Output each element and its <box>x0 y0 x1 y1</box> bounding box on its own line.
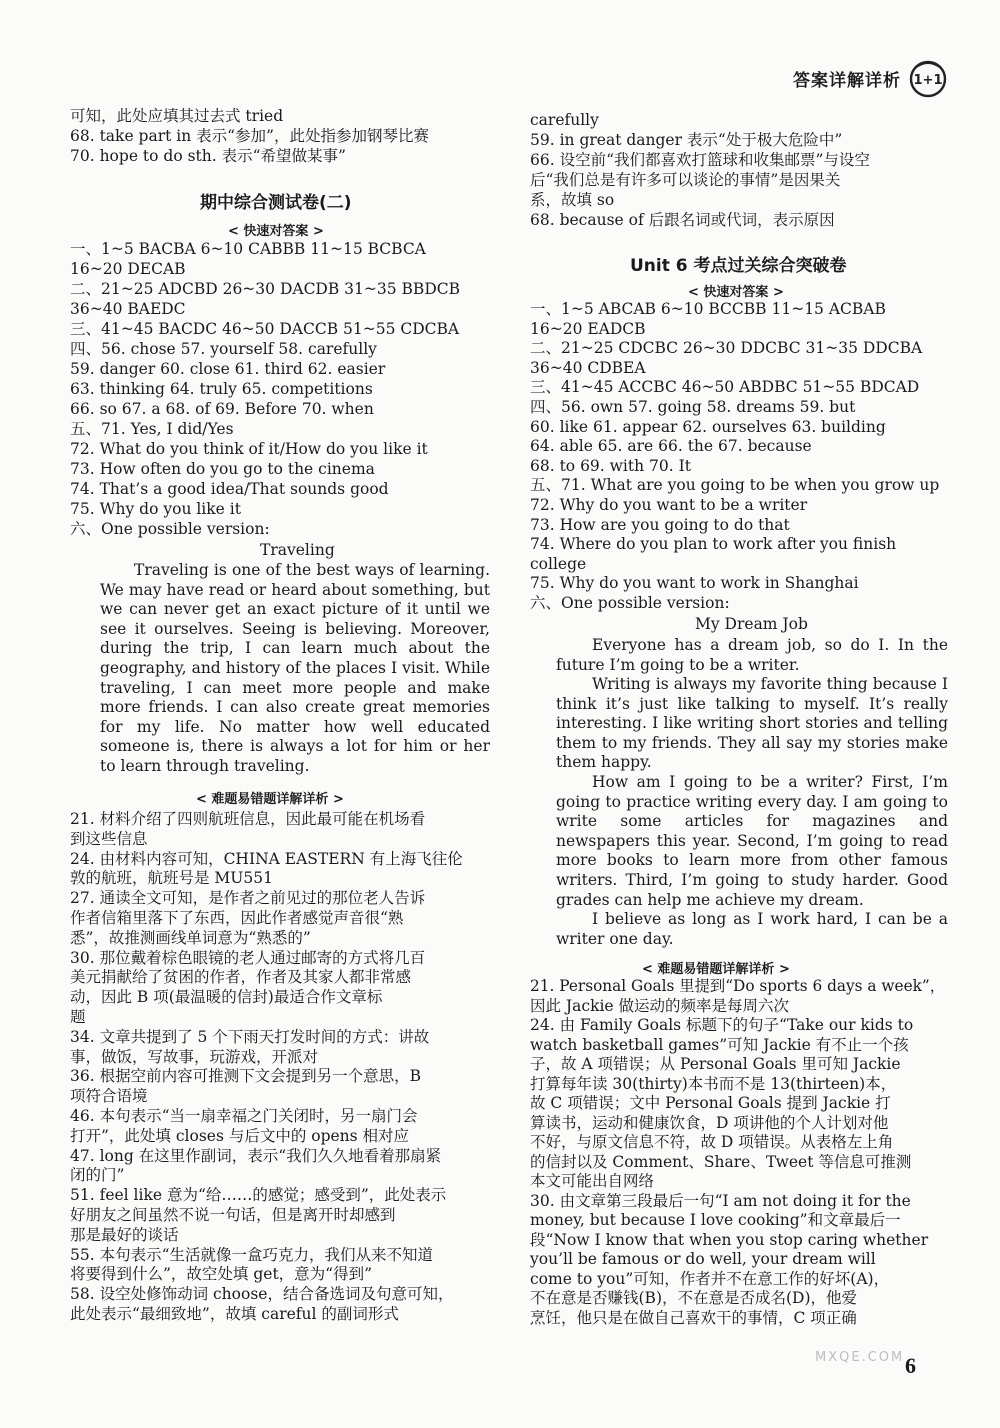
left-detail-banner: < 难题易错题详解详析 > <box>196 792 344 807</box>
left-answer-line: 63. thinking 64. truly 65. competitions <box>70 380 373 398</box>
right-top-line: 59. in great danger 表示“处于极大危险中” <box>530 131 843 149</box>
right-detail-line: money, but because I love cooking”和文章最后一 <box>530 1211 901 1229</box>
left-detail-line: 事，做饭，写故事，玩游戏，开派对 <box>70 1047 319 1066</box>
right-answer-line: 四、56. own 57. going 58. dreams 59. but <box>530 398 856 416</box>
left-detail-line: 此处表示“最细致地”，故填 careful 的副词形式 <box>70 1305 399 1323</box>
left-detail-line: 悉”，故推测画线单词意为“熟悉的” <box>70 928 311 947</box>
left-detail-line: 题 <box>70 1008 86 1026</box>
right-essay-title: My Dream Job <box>695 615 808 633</box>
right-answer-line: 75. Why do you want to work in Shanghai <box>530 574 859 593</box>
right-detail-line: 打算每年读 30(thirty)本书而不是 13(thirteen)本， <box>530 1074 897 1093</box>
left-detail-line: 24. 由材料内容可知，CHINA EASTERN 有上海飞往伦 <box>70 849 463 868</box>
svg-text:1+1: 1+1 <box>913 73 943 88</box>
left-answer-line: 二、21~25 ADCBD 26~30 DACDB 31~35 BBDCB <box>70 280 460 298</box>
left-answer-line: 75. Why do you like it <box>70 500 241 518</box>
left-answer-line: 五、71. Yes, I did/Yes <box>70 420 234 438</box>
right-top-line: carefully <box>530 111 599 129</box>
left-detail-line: 作者信箱里落下了东西，因此作者感觉声音很“熟 <box>70 909 404 927</box>
left-answer-line: 74. That’s a good idea/That sounds good <box>70 480 389 498</box>
right-detail-line: watch basketball games”可知 Jackie 有不止一个孩 <box>530 1035 909 1054</box>
left-detail-line: 将要得到什么”，故空处填 get，意为“得到” <box>70 1265 373 1284</box>
right-answer-line: 五、71. What are you going to be when you grow up <box>530 476 940 495</box>
right-detail-line: 不在意是否赚钱(B)，不在意是否成名(D)，他爱 <box>530 1289 858 1307</box>
left-answer-line: 59. danger 60. close 61. third 62. easier <box>70 360 386 378</box>
right-detail-line: 烹饪，他只是在做自己喜欢干的事情，C 项正确 <box>530 1308 857 1327</box>
left-answer-line: 一、1~5 BACBA 6~10 CABBB 11~15 BCBCA <box>70 240 426 258</box>
right-detail-line: 的信封以及 Comment、Share、Tweet 等信息可推测 <box>530 1152 912 1171</box>
right-answer-line: 74. Where do you plan to work after you finish <box>530 535 897 554</box>
right-detail-line: 不好，与原文信息不符，故 D 项错误。从表格左上角 <box>530 1133 894 1151</box>
left-detail-line: 27. 通读全文可知，是作者之前见过的那位老人告诉 <box>70 889 426 908</box>
right-top-line: 68. because of 后跟名词或代词，表示原因 <box>530 211 835 229</box>
left-detail-line: 项符合语境 <box>70 1087 148 1106</box>
watermark: MXQE.COM <box>815 1350 905 1365</box>
left-quick-answer-banner: < 快速对答案 > <box>228 224 324 239</box>
right-answer-line: 60. like 61. appear 62. ourselves 63. building <box>530 417 886 436</box>
right-quick-answer-banner: < 快速对答案 > <box>688 285 784 300</box>
left-answer-line: 四、56. chose 57. yourself 58. carefully <box>70 340 377 358</box>
right-detail-line: 算读书，运动和健康饮食，D 项讲他的个人计划对他 <box>530 1113 889 1132</box>
left-detail-line: 30. 那位戴着棕色眼镜的老人通过邮寄的方式将几百 <box>70 948 426 967</box>
right-answer-line: college <box>530 554 587 573</box>
right-essay-paragraph: How am I going to be a writer? First, I’m going to practice writing every day. I am going to write some articles for magazines and newspapers this year. Second, I’m going to read more books to learn more from other famous writers. Third, I’m going to study harder. Good grades can help me achieve my dream. <box>556 773 948 909</box>
left-detail-line: 到这些信息 <box>70 829 148 848</box>
left-essay-title: Traveling <box>260 541 335 559</box>
left-answer-line: 六、One possible version: <box>70 520 270 538</box>
right-detail-banner: < 难题易错题详解详析 > <box>642 962 790 977</box>
right-detail-line: 21. Personal Goals 里提到“Do sports 6 days a week”， <box>530 977 946 995</box>
left-answer-line: 16~20 DECAB <box>70 260 186 278</box>
right-detail-line: 故 C 项错误；文中 Personal Goals 提到 Jackie 打 <box>530 1094 891 1112</box>
left-detail-line: 58. 设空处修饰动词 choose，结合备选词及句意可知， <box>70 1285 454 1304</box>
right-answer-line: 一、1~5 ABCAB 6~10 BCCBB 11~15 ACBAB <box>530 300 886 318</box>
right-top-line: 后“我们总是有许多可以谈论的事情”是因果关 <box>530 171 841 189</box>
right-detail-line: 段“Now I know that when you stop caring whether <box>530 1230 929 1249</box>
left-section-title: 期中综合测试卷(二) <box>200 193 352 213</box>
left-answer-line: 66. so 67. a 68. of 69. Before 70. when <box>70 400 374 418</box>
left-detail-line: 47. long 在这里作副词，表示“我们久久地看着那扇紧 <box>70 1146 442 1165</box>
right-answer-line: 六、One possible version: <box>530 594 730 612</box>
right-detail-line: come to you”可知，作者并不在意工作的好坏(A)， <box>530 1269 890 1288</box>
right-top-line: 系，故填 so <box>530 191 615 209</box>
left-answer-line: 三、41~45 BACDC 46~50 DACCB 51~55 CDCBA <box>70 320 460 338</box>
right-section-title: Unit 6 考点过关综合突破卷 <box>630 256 847 276</box>
right-detail-line: 24. 由 Family Goals 标题下的句子“Take our kids to <box>530 1016 914 1034</box>
left-detail-line: 闭的门” <box>70 1166 125 1185</box>
left-answer-line: 72. What do you think of it/How do you like it <box>70 440 428 458</box>
right-essay-paragraph: Writing is always my favorite thing because I think it’s just like talking to myself. It’s really interesting. I like writing short stories and telling them to my friends. They all say my stories make them happy. <box>556 675 948 772</box>
right-answer-line: 36~40 CDBEA <box>530 358 646 377</box>
left-answer-line: 73. How often do you go to the cinema <box>70 460 375 478</box>
right-detail-line: 因此 Jackie 做运动的频率是每周六次 <box>530 996 790 1015</box>
left-detail-line: 46. 本句表示“当一扇幸福之门关闭时，另一扇门会 <box>70 1107 418 1125</box>
left-detail-line: 打开”，此处填 closes 与后文中的 opens 相对应 <box>70 1126 410 1145</box>
left-detail-line: 55. 本句表示“生活就像一盒巧克力，我们从来不知道 <box>70 1245 434 1264</box>
left-top-line: 可知，此处应填其过去式 tried <box>70 107 284 125</box>
right-answer-line: 三、41~45 ACCBC 46~50 ABDBC 51~55 BDCAD <box>530 378 920 397</box>
brand-logo-icon <box>905 58 951 98</box>
right-answer-line: 68. to 69. with 70. It <box>530 456 691 475</box>
right-detail-line: 30. 由文章第三段最后一句“I am not doing it for the <box>530 1191 911 1210</box>
left-top-line: 68. take part in 表示“参加”，此处指参加钢琴比赛 <box>70 127 429 145</box>
right-detail-line: 子，故 A 项错误；从 Personal Goals 里可知 Jackie <box>530 1055 901 1073</box>
header-title: 答案详解详析 <box>793 71 901 91</box>
right-top-line: 66. 设空前“我们都喜欢打篮球和收集邮票”与设空 <box>530 151 870 169</box>
left-detail-line: 51. feel like 意为“给……的感觉；感受到”，此处表示 <box>70 1186 447 1205</box>
left-detail-line: 敦的航班，航班号是 MU551 <box>70 869 273 888</box>
right-essay-paragraph: Everyone has a dream job, so do I. In the future I’m going to be a writer. <box>556 636 948 674</box>
left-essay: Traveling is one of the best ways of learning. We may have read or heard about something, but we can never get an exact picture of it until we see it ourselves. Seeing is believing. Moreover, during the trip, I can learn much about the geography, and history of the places I visit. While traveling, I can meet more people and make more friends. I can also create great memories for my life. No matter how well educated someone is, there is always a lot for him or her to learn through traveling. <box>100 561 490 775</box>
right-detail-line: 本文可能出自网络 <box>530 1172 655 1190</box>
left-detail-line: 34. 文章共提到了 5 个下雨天打发时间的方式：讲故 <box>70 1027 430 1046</box>
left-detail-line: 美元捐献给了贫困的作者，作者及其家人都非常感 <box>70 968 412 987</box>
left-top-line: 70. hope to do sth. 表示“希望做某事” <box>70 147 346 165</box>
page-number: 6 <box>905 1353 916 1378</box>
left-detail-line: 动，因此 B 项(最温暖的信封)最适合作文章标 <box>70 988 383 1007</box>
right-answer-line: 73. How are you going to do that <box>530 515 790 534</box>
right-essay-paragraph: I believe as long as I work hard, I can be a writer one day. <box>556 910 948 948</box>
left-detail-line: 21. 材料介绍了四则航班信息，因此最可能在机场看 <box>70 810 426 828</box>
left-answer-line: 36~40 BAEDC <box>70 300 186 318</box>
right-detail-line: you’ll be famous or do well, your dream will <box>530 1250 876 1268</box>
left-detail-line: 好朋友之间虽然不说一句话，但是离开时却感到 <box>70 1206 396 1224</box>
left-detail-line: 那是最好的谈话 <box>70 1225 179 1244</box>
right-answer-line: 64. able 65. are 66. the 67. because <box>530 437 812 456</box>
right-answer-line: 72. Why do you want to be a writer <box>530 496 808 514</box>
right-answer-line: 二、21~25 CDCBC 26~30 DDCBC 31~35 DDCBA <box>530 339 923 358</box>
left-detail-line: 36. 根据空前内容可推测下文会提到另一个意思，B <box>70 1067 421 1086</box>
right-answer-line: 16~20 EADCB <box>530 319 646 338</box>
